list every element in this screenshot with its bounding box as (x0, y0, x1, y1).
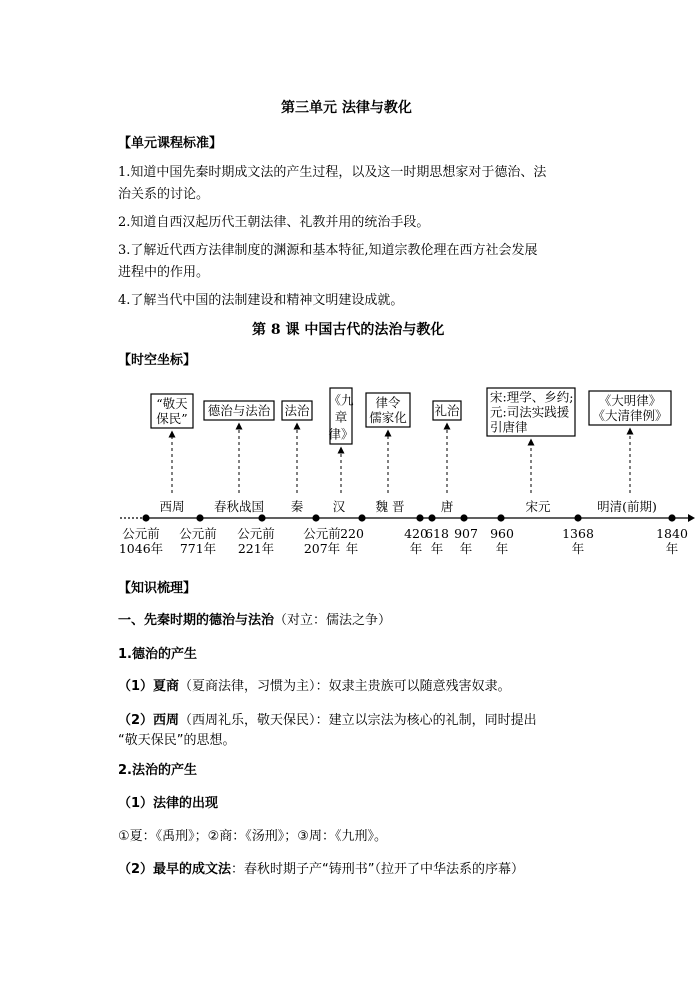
item2-text: ：建立以宗法为核心的礼制，同时提出 (315, 713, 537, 728)
timeline-axis-arrow (688, 514, 695, 522)
item1-note: （夏商法律，习惯为主） (179, 679, 316, 694)
timeline-date-tick (574, 514, 581, 521)
timeline-date-label: 年 (495, 541, 509, 556)
timeline-date-label: 年 (409, 541, 423, 556)
timeline-period-label: 西周 (159, 499, 185, 514)
timeline-period-label: 汉 (332, 499, 346, 514)
unit-title: 第三单元 法律与教化 (281, 100, 412, 116)
standards-heading: 【单元课程标准】 (118, 136, 223, 151)
timeline-date-label: 207年 (303, 541, 341, 556)
timeline-date-label: 1046年 (118, 541, 164, 556)
standard-3-line-2: 进程中的作用。 (118, 265, 210, 280)
timeline-date-label: 公元前 (237, 526, 275, 541)
standard-3-line-1: 3.了解近代西方法律制度的渊源和基本特征,知道宗教伦理在西方社会发展 (118, 243, 538, 258)
timeline-period-label: 魏 晋 (375, 499, 405, 514)
timeline-box-label: 《大明律》 (598, 393, 662, 408)
timeline-date-tick (312, 514, 319, 521)
timeline-date-tick (497, 514, 504, 521)
timeline-date-tick (460, 514, 467, 521)
timeline-date-label: 1368 (562, 526, 594, 541)
timeline-box-label: 德治与法治 (207, 403, 271, 418)
timeline-date-label: 公元前 (179, 526, 217, 541)
timeline-date-label: 公元前 (303, 526, 341, 541)
timeline-date-label: 年 (665, 541, 679, 556)
part1-note: （对立：儒法之争） (274, 613, 392, 628)
part1-title-row (118, 609, 391, 628)
lesson-title: 第 8 课 中国古代的法治与教化 (252, 322, 445, 338)
timeline-date-label: 221年 (237, 541, 275, 556)
timeline-date-tick (196, 514, 203, 521)
item2-note: （西周礼乐，敬天保民） (179, 713, 316, 728)
item2-row (118, 709, 537, 728)
timeline-period-label: 春秋战国 (213, 499, 265, 514)
item2-label: （2）西周 (118, 713, 180, 728)
sub2-title: 2.法治的产生 (118, 763, 197, 778)
item4-row (118, 858, 524, 877)
timeline-date-label: 年 (571, 541, 585, 556)
timeline-date-label: 1840 (656, 526, 688, 541)
item1-row (118, 675, 511, 694)
item4-label: （2）最早的成文法 (118, 862, 232, 877)
timeline-period-label: 明清(前期) (597, 499, 657, 514)
timeline-box-label: 宋:理学、乡约; (490, 389, 574, 405)
part1-title: 一、先秦时期的德治与法治 (118, 613, 275, 628)
standard-1-line-2: 治关系的讨论。 (118, 187, 210, 202)
timeline-date-label: 420 (404, 526, 428, 541)
item3-text: ①夏：《禹刑》；②商：《汤刑》；③周：《九刑》。 (118, 829, 387, 844)
timeline-box-label: 《九 (328, 392, 354, 408)
timeline-date-tick (668, 514, 675, 521)
timeline-period-label: 唐 (440, 499, 454, 514)
standard-4: 4.了解当代中国的法制建设和精神文明建设成就。 (118, 293, 404, 308)
item1-label: （1）夏商 (118, 679, 180, 694)
timeline-date-tick (142, 514, 149, 521)
timeline-date-tick (416, 514, 423, 521)
timeline-date-label: 618 (425, 526, 449, 541)
timeline-period-label: 秦 (290, 499, 304, 514)
timeline-box-label: 元:司法实践援 (490, 404, 570, 420)
sub1-title: 1.德治的产生 (118, 647, 197, 662)
timeline-date-tick (428, 514, 435, 521)
timeline-date-label: 公元前 (122, 526, 160, 541)
timeline-box-label: 儒家化 (369, 410, 407, 425)
timeline-date-label: 年 (430, 541, 444, 556)
item2-continuation: “敬天保民”的思想。 (118, 733, 236, 748)
timeline-date-label: 年 (345, 541, 359, 556)
timeline-date-tick (358, 514, 365, 521)
timeline-box-label: 礼治 (434, 403, 460, 418)
timeline-box-label: 保民” (156, 411, 188, 426)
timeline-box-label: 法治 (284, 403, 310, 418)
timeline-box-label: 律令 (375, 395, 401, 410)
timeline-box-label: 律》 (328, 426, 354, 442)
timeline-date-tick (258, 514, 265, 521)
timeline-heading: 【时空坐标】 (118, 353, 197, 368)
item4-text: ：春秋时期子产“铸刑书”（拉开了中华法系的序幕） (231, 862, 525, 877)
timeline-date-label: 年 (459, 541, 473, 556)
timeline-box-label: 引唐律 (490, 419, 528, 435)
item1-text: ：奴隶主贵族可以随意残害奴隶。 (315, 679, 511, 694)
timeline-period-label: 宋元 (525, 499, 551, 514)
standard-2: 2.知道自西汉起历代王朝法律、礼教并用的统治手段。 (118, 215, 430, 230)
timeline-date-label: 907 (454, 526, 478, 541)
standard-1-line-1: 1.知道中国先秦时期成文法的产生过程，以及这一时期思想家对于德治、法 (118, 165, 547, 180)
knowledge-heading: 【知识梳理】 (118, 581, 197, 596)
timeline-box-label: 《大清律例》 (592, 408, 668, 423)
timeline-box-label: “敬天 (156, 396, 188, 411)
timeline-date-label: 771年 (179, 541, 217, 556)
item3-label: （1）法律的出现 (118, 796, 219, 811)
timeline-date-label: 960 (490, 526, 514, 541)
timeline-box-label: 章 (334, 409, 348, 425)
timeline-date-label: 220 (340, 526, 364, 541)
